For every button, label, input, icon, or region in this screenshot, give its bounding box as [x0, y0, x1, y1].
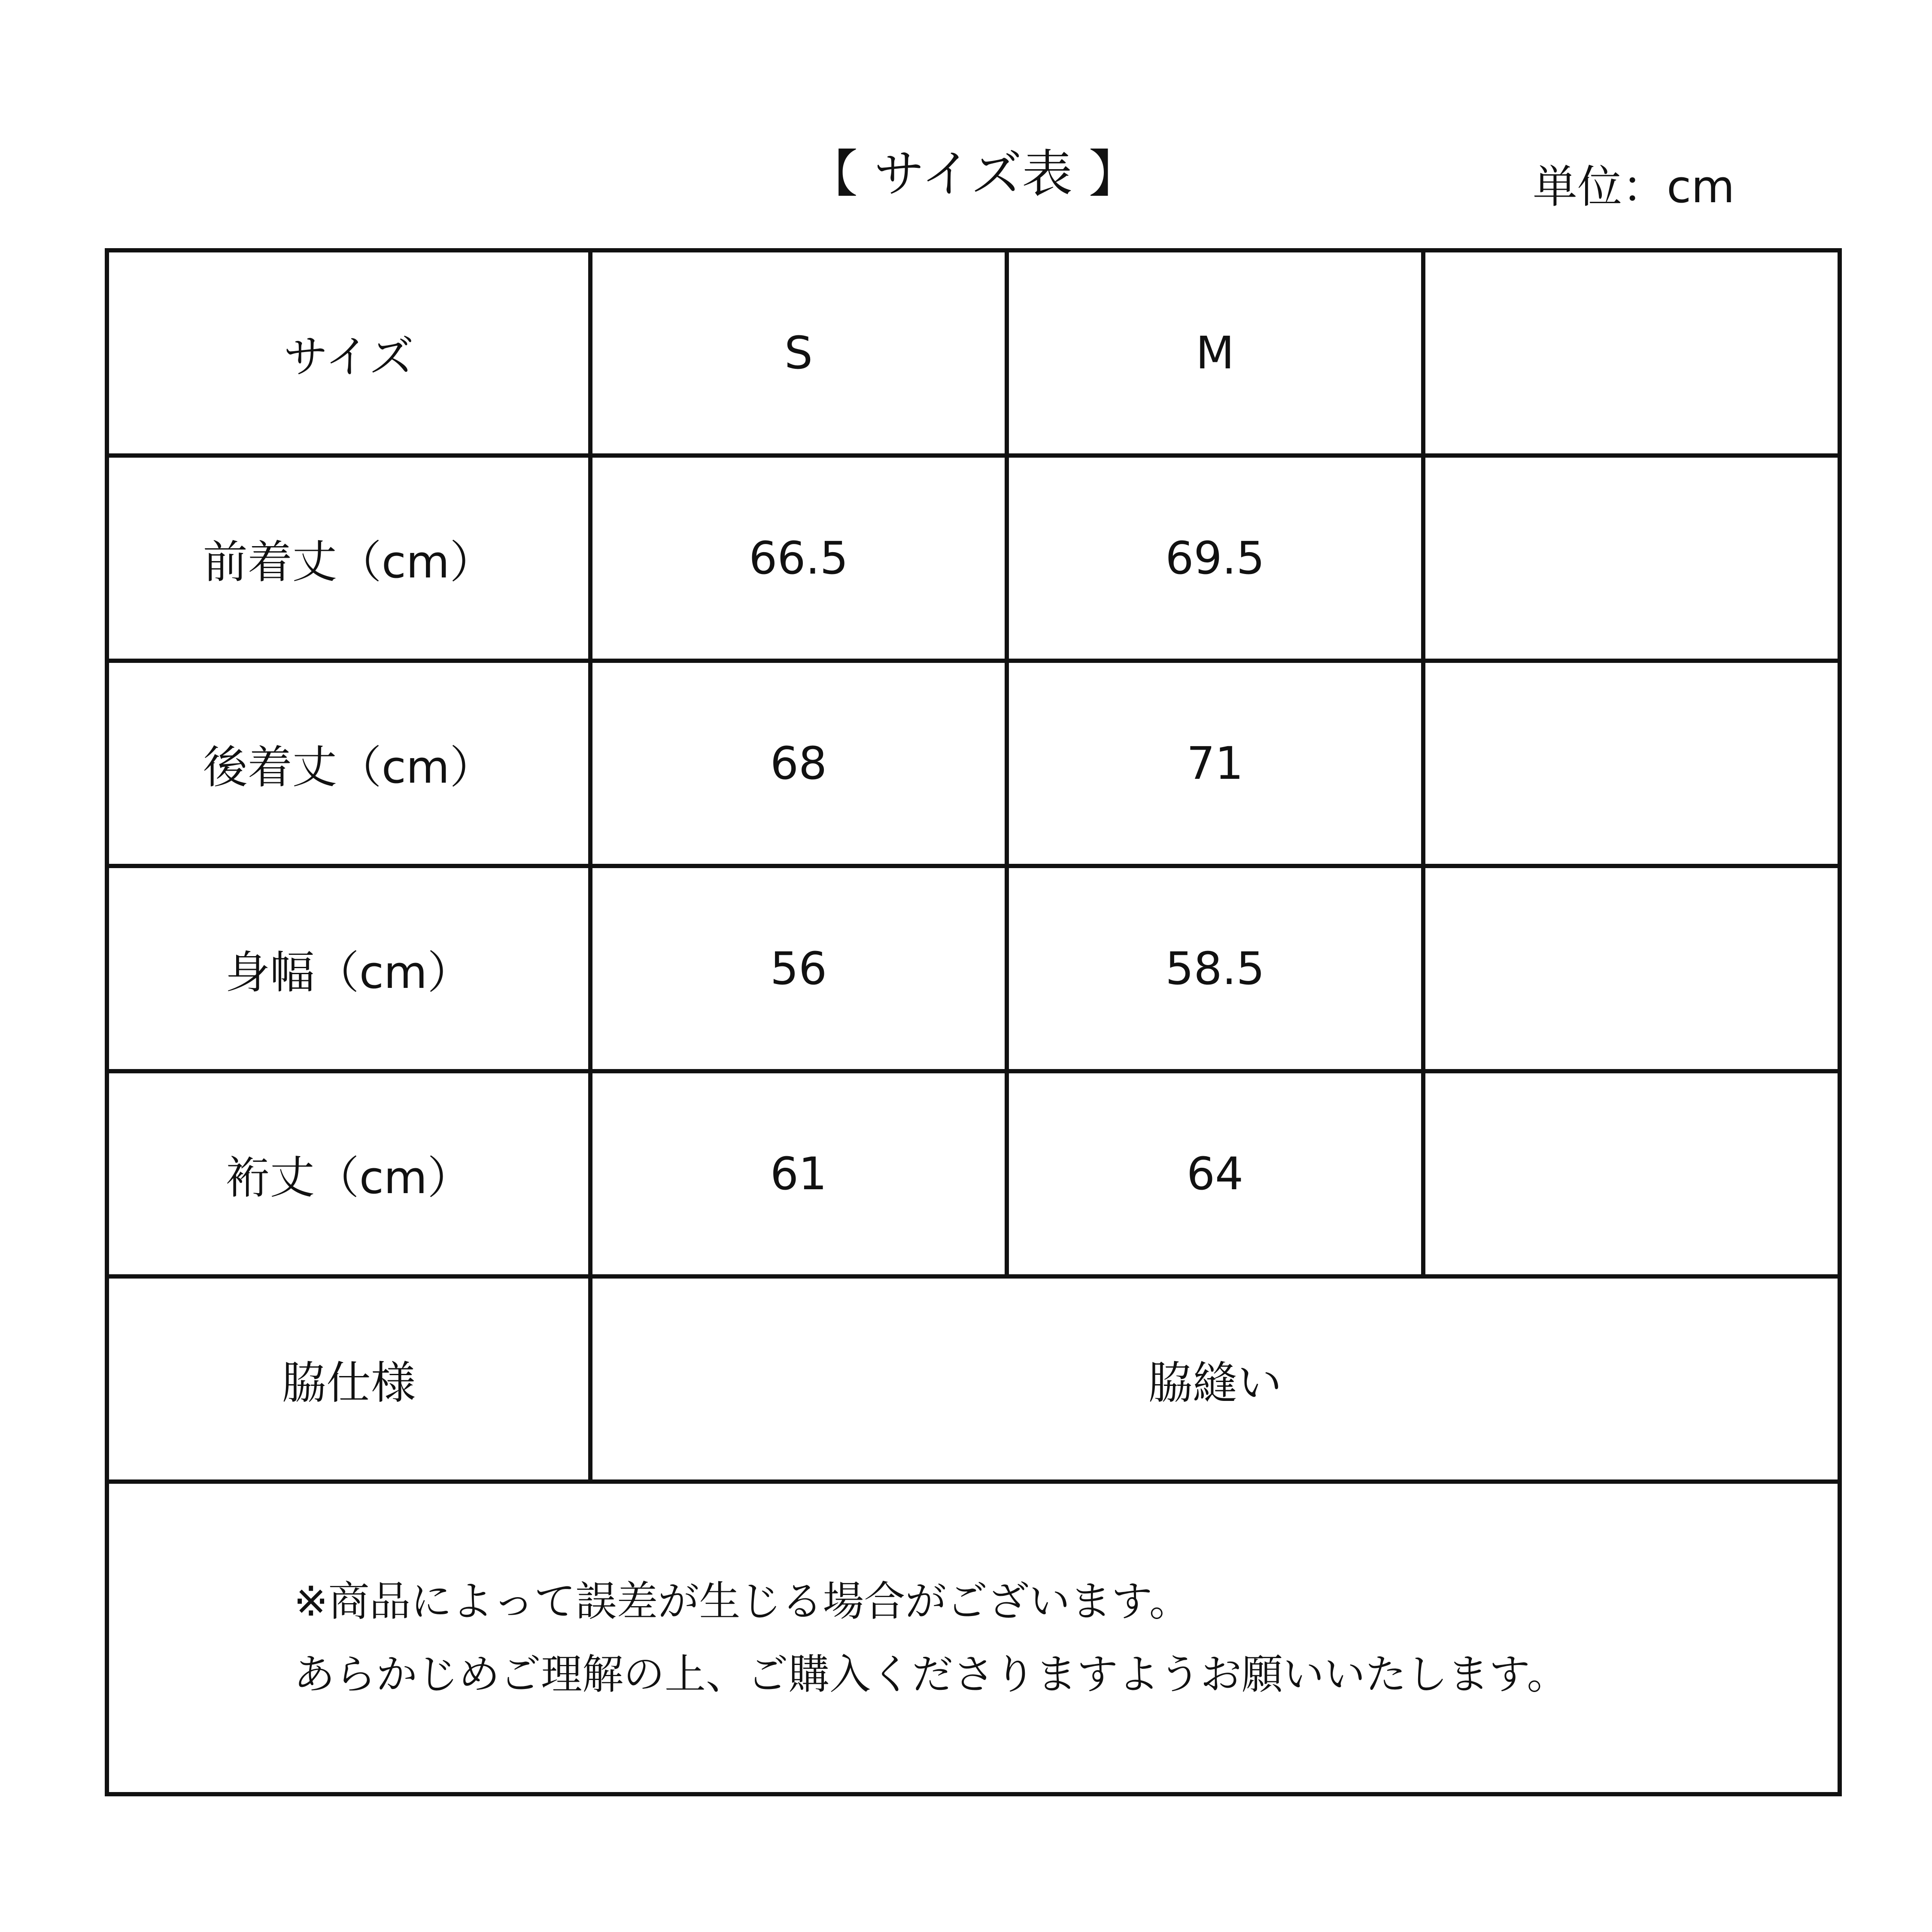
note-cell — [107, 1482, 1840, 1794]
cell-m: 69.5 — [1007, 456, 1423, 661]
row-label: 後着丈（cm） — [107, 661, 590, 866]
row-label: 身幅（cm） — [107, 866, 590, 1071]
header-size: サイズ — [107, 250, 590, 456]
table-row — [107, 866, 1840, 1071]
cell-extra — [1423, 866, 1840, 1071]
note-row — [107, 1482, 1840, 1794]
note-line-2: あらかじめご理解の上、ご購入くださりますようお願いいたします。 — [294, 1650, 1568, 1698]
cell-s: 66.5 — [590, 456, 1007, 661]
cell-extra — [1423, 456, 1840, 661]
cell-extra — [1423, 661, 1840, 866]
cell-m: 64 — [1007, 1071, 1423, 1276]
cell-m: 58.5 — [1007, 866, 1423, 1071]
cell-s: 56 — [590, 866, 1007, 1071]
cell-s: 61 — [590, 1071, 1007, 1276]
side-spec-value: 脇縫い — [590, 1276, 1840, 1482]
header-row — [107, 250, 1840, 456]
note-line-1: ※商品によって誤差が生じる場合がございます。 — [294, 1577, 1191, 1625]
table-row — [107, 456, 1840, 661]
header-m: M — [1007, 250, 1423, 456]
side-spec-row — [107, 1276, 1840, 1482]
unit-label: 単位：cm — [1533, 161, 1735, 213]
table-row — [107, 1071, 1840, 1276]
cell-extra — [1423, 1071, 1840, 1276]
side-spec-label: 脇仕様 — [107, 1276, 590, 1482]
size-table — [105, 248, 1842, 1796]
row-label: 前着丈（cm） — [107, 456, 590, 661]
table-row — [107, 661, 1840, 866]
page-title: 【 サイズ表 】 — [807, 144, 1139, 204]
cell-m: 71 — [1007, 661, 1423, 866]
header-s: S — [590, 250, 1007, 456]
row-label: 裄丈（cm） — [107, 1071, 590, 1276]
cell-s: 68 — [590, 661, 1007, 866]
header-empty — [1423, 250, 1840, 456]
